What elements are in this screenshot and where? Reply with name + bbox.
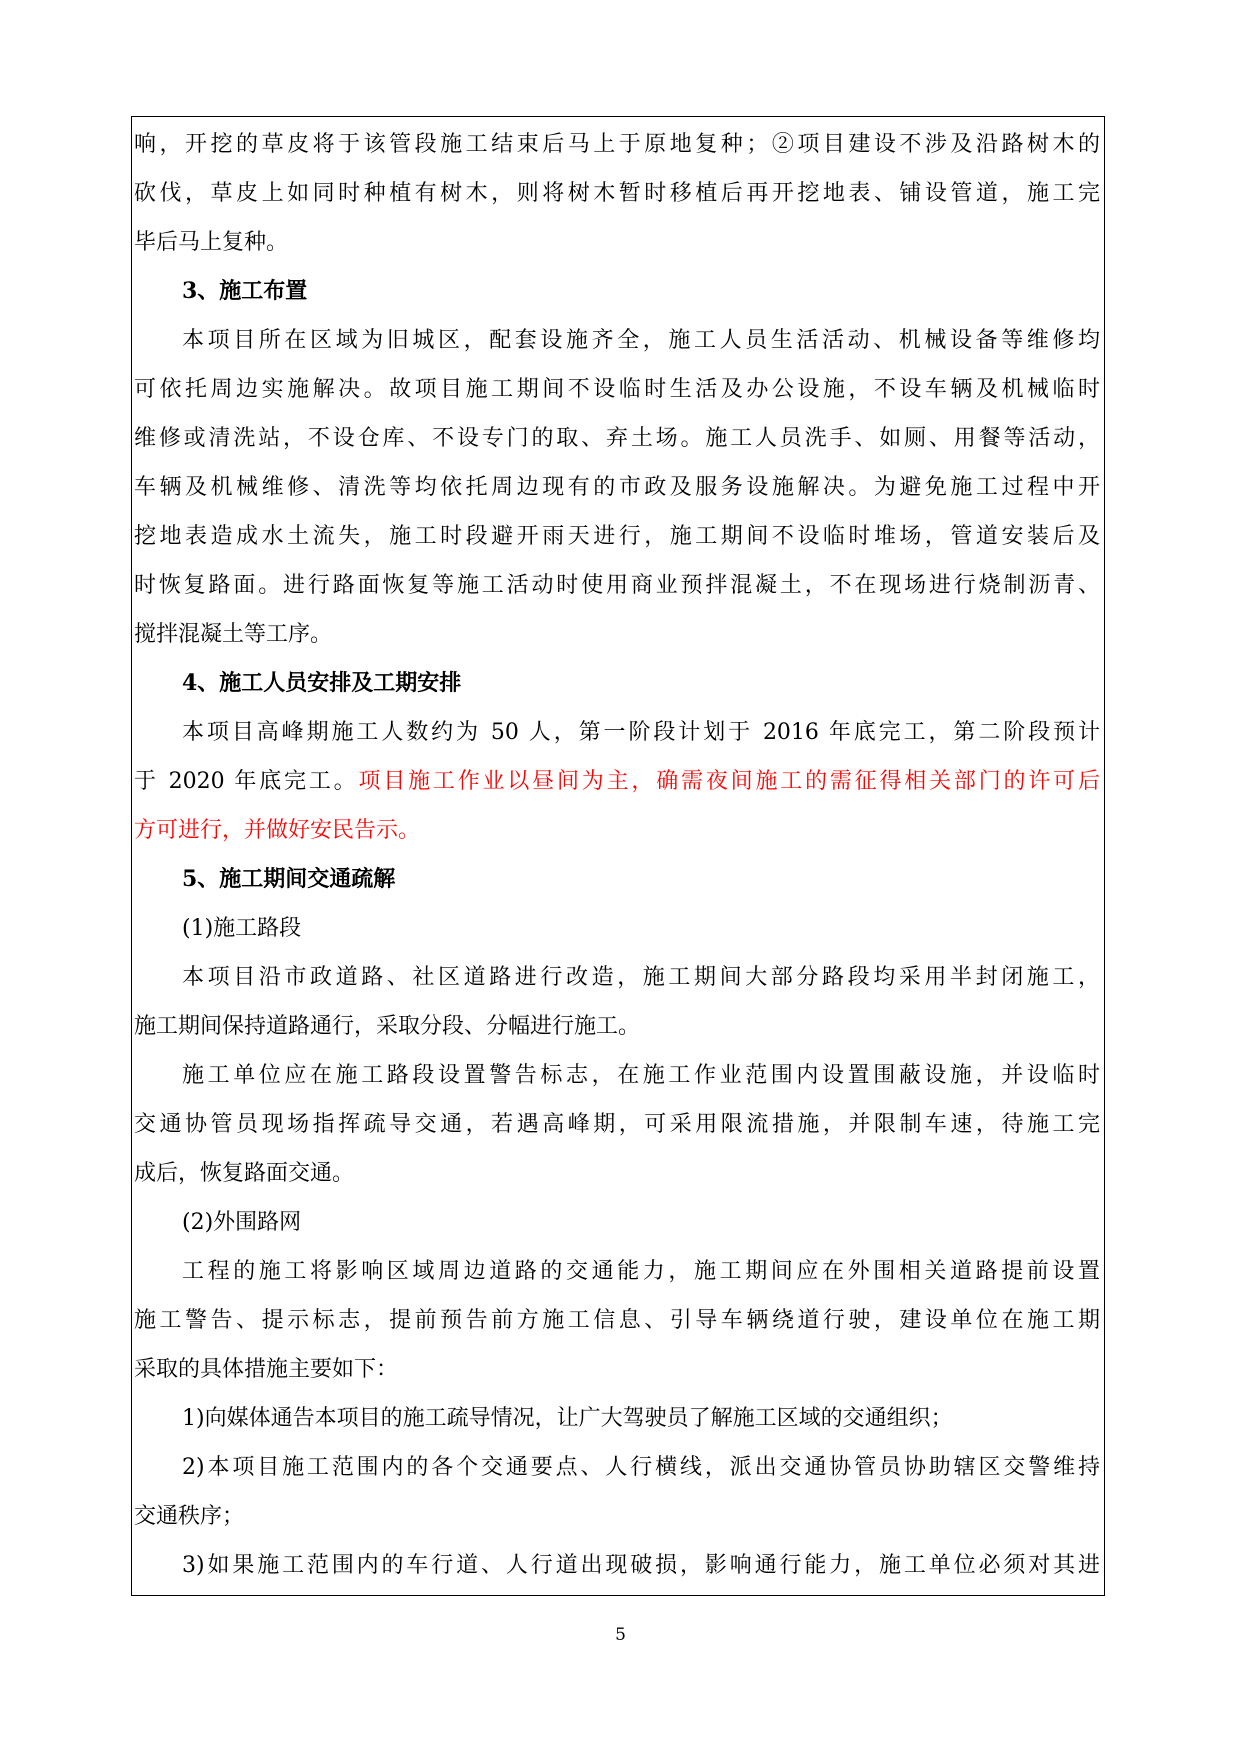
paragraph-line: 毕后马上复种。 <box>134 230 289 255</box>
paragraph-line: 可依托周边实施解决。故项目施工期间不设临时生活及办公设施，不设车辆及机械临时 <box>134 377 1100 402</box>
subsection-heading: (2)外围路网 <box>182 1210 302 1235</box>
section-heading-5: 5、施工期间交通疏解 <box>182 866 396 892</box>
paragraph-line: 挖地表造成水土流失，施工时段避开雨天进行，施工期间不设临时堆场，管道安装后及 <box>134 524 1100 549</box>
paragraph-line: 工程的施工将影响区域周边道路的交通能力，施工期间应在外围相关道路提前设置 <box>182 1259 1100 1284</box>
paragraph-line: 本项目所在区域为旧城区，配套设施齐全，施工人员生活活动、机械设备等维修均 <box>182 328 1100 353</box>
list-item: 3)如果施工范围内的车行道、人行道出现破损，影响通行能力，施工单位必须对其进 <box>182 1553 1100 1578</box>
paragraph-line: 本项目高峰期施工人数约为 50 人，第一阶段计划于 2016 年底完工，第二阶段预计 <box>182 720 1100 745</box>
paragraph-text-black: 于 2020 年底完工。 <box>134 769 359 794</box>
paragraph-line: 本项目沿市政道路、社区道路进行改造，施工期间大部分路段均采用半封闭施工， <box>182 965 1100 990</box>
paragraph-line: 交通协管员现场指挥疏导交通，若遇高峰期，可采用限流措施，并限制车速，待施工完 <box>134 1112 1100 1137</box>
paragraph-line: 施工期间保持道路通行，采取分段、分幅进行施工。 <box>134 1014 641 1039</box>
paragraph-line: 施工警告、提示标志，提前预告前方施工信息、引导车辆绕道行驶，建设单位在施工期 <box>134 1308 1100 1333</box>
paragraph-line: 搅拌混凝土等工序。 <box>134 622 333 647</box>
paragraph-line: 时恢复路面。进行路面恢复等施工活动时使用商业预拌混凝土，不在现场进行烧制沥青、 <box>134 573 1100 598</box>
paragraph-line: 施工单位应在施工路段设置警告标志，在施工作业范围内设置围蔽设施，并设临时 <box>182 1063 1100 1088</box>
highlighted-text: 项目施工作业以昼间为主，确需夜间施工的需征得相关部门的许可后 <box>358 769 1100 794</box>
paragraph-line: 响，开挖的草皮将于该管段施工结束后马上于原地复种；②项目建设不涉及沿路树木的 <box>134 132 1100 157</box>
list-item: 2)本项目施工范围内的各个交通要点、人行横线，派出交通协管员协助辖区交警维持 <box>182 1455 1100 1480</box>
paragraph-line: 采取的具体措施主要如下： <box>134 1357 399 1382</box>
section-heading-3: 3、施工布置 <box>182 278 308 304</box>
subsection-heading: (1)施工路段 <box>182 916 302 941</box>
paragraph-line-mixed <box>134 757 1100 806</box>
paragraph-line: 砍伐，草皮上如同时种植有树木，则将树木暂时移植后再开挖地表、铺设管道，施工完 <box>134 181 1100 206</box>
body-text <box>134 120 1100 1590</box>
table-cell-frame <box>131 116 1105 1596</box>
paragraph-line: 维修或清洗站，不设仓库、不设专门的取、弃土场。施工人员洗手、如厕、用餐等活动， <box>134 426 1100 451</box>
list-item: 1)向媒体通告本项目的施工疏导情况，让广大驾驶员了解施工区域的交通组织； <box>182 1406 953 1431</box>
highlighted-text: 方可进行，并做好安民告示。 <box>134 818 421 843</box>
paragraph-line: 车辆及机械维修、清洗等均依托周边现有的市政及服务设施解决。为避免施工过程中开 <box>134 475 1100 500</box>
page-number: 5 <box>615 1625 626 1645</box>
paragraph-line: 成后，恢复路面交通。 <box>134 1161 355 1186</box>
section-heading-4: 4、施工人员安排及工期安排 <box>182 670 462 696</box>
list-item-continuation: 交通秩序； <box>134 1504 245 1529</box>
